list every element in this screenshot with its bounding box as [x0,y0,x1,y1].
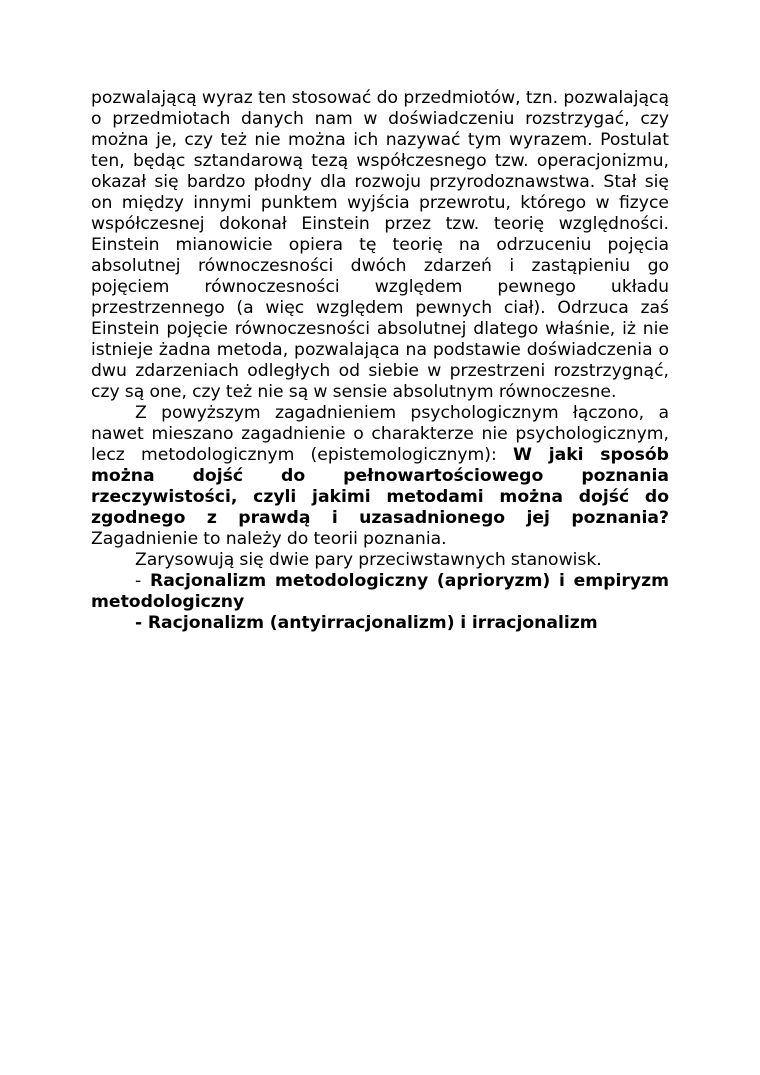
list-item-text: Racjonalizm metodologiczny (aprioryzm) i empiryzm metodologiczny [91,571,670,612]
key-question-text: W jaki sposób można dojść do pełnowartościowego poznania rzeczywistości, czyli jakimi metodami można dojść do zgodnego z prawdą i uzasadnionego jej poznania? [91,445,669,528]
paragraph-intro-text: Z powyższym zagadnieniem psychologicznym łączono, a nawet mieszano zagadnienie o charakterze nie psychologicznym, lecz metodologicznym (epistemologicznym): [91,403,669,465]
paragraph-operationism: pozwalającą wyraz ten stosować do przedmiotów, tzn. pozwalającą o przedmiotach danych nam w doświadczeniu rozstrzygać, czy można je, czy też nie można ich nazywać tym wyrazem. Postulat ten, będąc sztandarową tezą współczesnego tzw. operacjonizmu, okazał się bardzo płodny dla rozwoju przyrodoznawstwa. Stał się on między innymi punktem wyjścia przewrotu, którego w fizyce współczesnej dokonał Einstein przez tzw. teorię względności. Einstein mianowicie opiera tę teorię na odrzuceniu pojęcia absolutnej równoczesności dwóch zdarzeń i zastąpieniu go pojęciem równoczesności względem pewnego układu przestrzennego (a więc względem pewnych ciał). Odrzuca zaś Einstein pojęcie równoczesności absolutnej dlatego właśnie, iż nie istnieje żadna metoda, pozwalająca na podstawie doświadczenia o dwu zdarzeniach odległych od siebie w przestrzeni rozstrzygnąć, czy są one, czy też nie są w sensie absolutnym równoczesne. [91,88,669,402]
paragraph-positions-intro: Zarysowują się dwie pary przeciwstawnych stanowisk. [135,550,602,570]
list-dash: - [135,571,142,591]
document-page [91,88,669,634]
paragraph-epistemology [91,403,669,550]
list-item-rationalism-methodological [91,571,669,613]
paragraph-outro-text: Zagadnienie to należy do teorii poznania. [91,529,447,549]
list-item-rationalism-irrationalism: - Racjonalizm (antyirracjonalizm) i irracjonalizm [135,613,598,633]
